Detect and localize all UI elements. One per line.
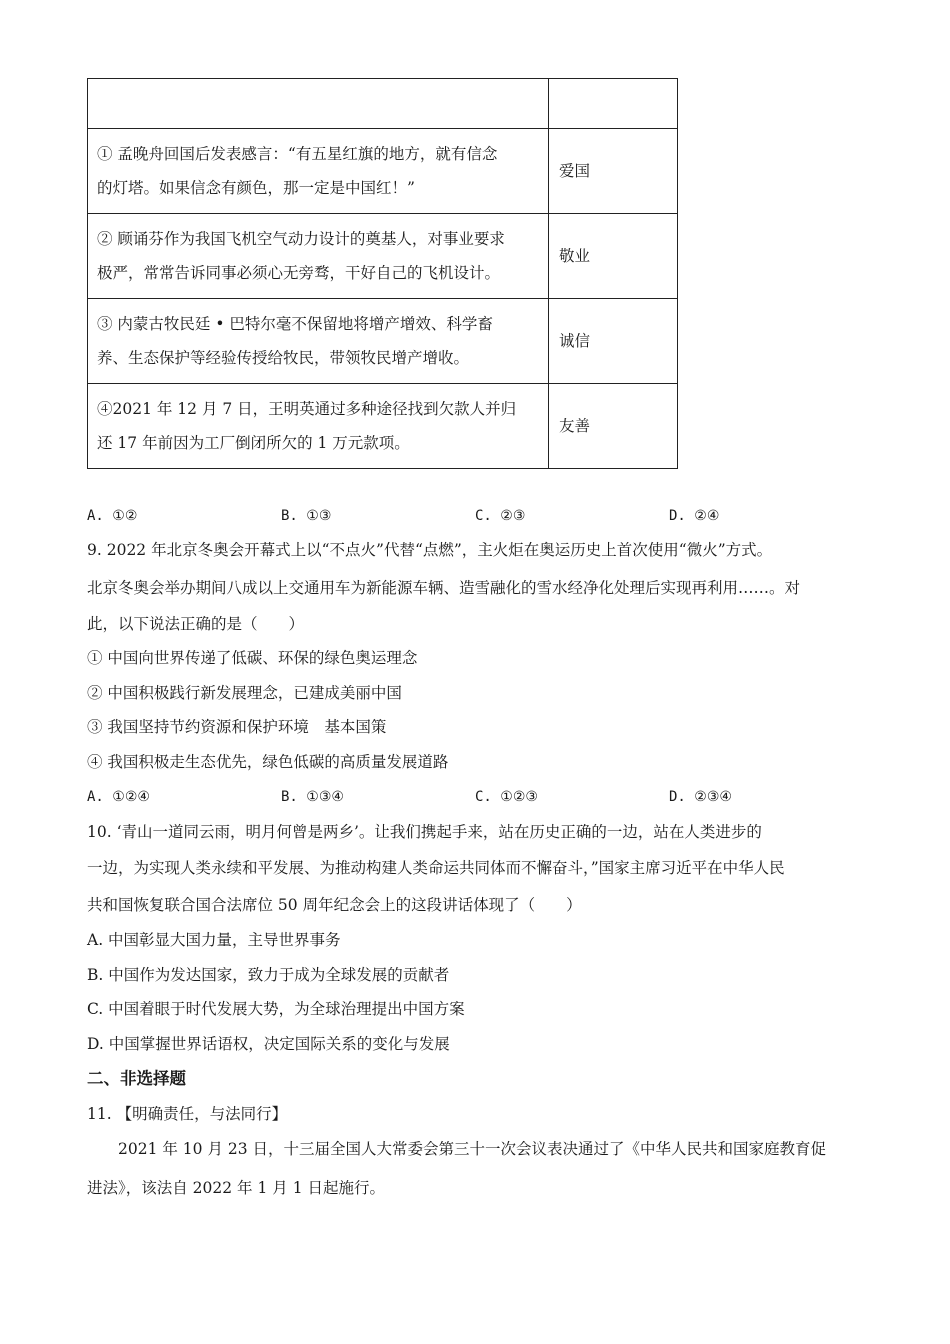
table-cell-value: 敬业: [549, 214, 678, 299]
q10-stem-line: 一边，为实现人类永续和平发展、为推动构建人类命运共同体而不懈奋斗，”国家主席习近平在中华人民: [87, 859, 785, 877]
q11-paragraph-line: 2021 年 10 月 23 日，十三届全国人大常委会第三十一次会议表决通过了《中华人民共和国家庭教育促: [118, 1140, 827, 1158]
table-cell-value: 爱国: [549, 129, 678, 214]
table-row: [88, 299, 678, 384]
q9-stem-line: 此，以下说法正确的是（ ）: [87, 615, 305, 633]
q9-statement: ④ 我国积极走生态优先，绿色低碳的高质量发展道路: [87, 753, 449, 771]
q9-statement: ② 中国积极践行新发展理念，已建成美丽中国: [87, 684, 402, 702]
q10-stem-line: 10. ‘青山一道同云雨，明月何曾是两乡’。让我们携起手来，站在历史正确的一边，站在人类进步的: [87, 823, 762, 841]
description-line: ② 顾诵芬作为我国飞机空气动力设计的奠基人，对事业要求: [97, 230, 505, 248]
description-line: 还 17 年前因为工厂倒闭所欠的 1 万元款项。: [97, 434, 410, 452]
q9-stem-line: 北京冬奥会举办期间八成以上交通用车为新能源车辆、造雪融化的雪水经净化处理后实现再利用……。对: [87, 579, 801, 597]
q9-option-a: A. ①②④: [87, 789, 150, 805]
table-header-row: [88, 79, 678, 129]
q8-options: [87, 505, 887, 527]
q9-statement: ① 中国向世界传递了低碳、环保的绿色奥运理念: [87, 649, 418, 667]
q10-stem-line: 共和国恢复联合国合法席位 50 周年纪念会上的这段讲话体现了（ ）: [87, 896, 582, 914]
q11-paragraph-line: 进法》，该法自 2022 年 1 月 1 日起施行。: [87, 1179, 385, 1197]
table-row: [88, 129, 678, 214]
table-cell-description: [88, 214, 549, 299]
table-cell-value: 诚信: [549, 299, 678, 384]
q9-statement: ③ 我国坚持节约资源和保护环境 基本国策: [87, 718, 387, 736]
q9-stem-line: 9. 2022 年北京冬奥会开幕式上以“不点火”代替“点燃”，主火炬在奥运历史上首次使用“微火”方式。: [87, 541, 773, 559]
values-table: [87, 78, 678, 469]
table-cell-description: [88, 384, 549, 469]
description-line: ④2021 年 12 月 7 日，王明英通过多种途径找到欠款人并归: [97, 400, 517, 418]
table-cell-value: 友善: [549, 384, 678, 469]
q10-option-b: B. 中国作为发达国家，致力于成为全球发展的贡献者: [87, 966, 450, 984]
table-cell-description: [88, 129, 549, 214]
q11-title: 11. 【明确责任，与法同行】: [87, 1105, 288, 1123]
q8-option-a: A. ①②: [87, 508, 138, 524]
table-row: [88, 214, 678, 299]
table-header-cell: [88, 79, 549, 129]
description-line: 养、生态保护等经验传授给牧民，带领牧民增产增收。: [97, 349, 470, 367]
table-header-cell: [549, 79, 678, 129]
q8-option-b: B. ①③: [281, 508, 332, 524]
description-line: 极严，常常告诉同事必须心无旁骛，干好自己的飞机设计。: [97, 264, 501, 282]
q10-option-c: C. 中国着眼于时代发展大势，为全球治理提出中国方案: [87, 1000, 465, 1018]
q8-option-d: D. ②④: [669, 508, 720, 524]
description-line: ① 孟晚舟回国后发表感言：“有五星红旗的地方，就有信念: [97, 145, 498, 163]
q9-option-c: C. ①②③: [475, 789, 538, 805]
description-line: 的灯塔。如果信念有颜色，那一定是中国红！”: [97, 179, 415, 197]
table-cell-description: [88, 299, 549, 384]
description-line: ③ 内蒙古牧民廷 • 巴特尔毫不保留地将增产增效、科学畜: [97, 315, 493, 333]
q8-option-c: C. ②③: [475, 508, 526, 524]
section-title: 二、非选择题: [87, 1069, 186, 1088]
q9-options: [87, 786, 887, 808]
table-row: [88, 384, 678, 469]
q9-option-b: B. ①③④: [281, 789, 344, 805]
q9-option-d: D. ②③④: [669, 789, 732, 805]
q10-option-d: D. 中国掌握世界话语权，决定国际关系的变化与发展: [87, 1035, 450, 1053]
q10-option-a: A. 中国彰显大国力量，主导世界事务: [87, 931, 341, 949]
